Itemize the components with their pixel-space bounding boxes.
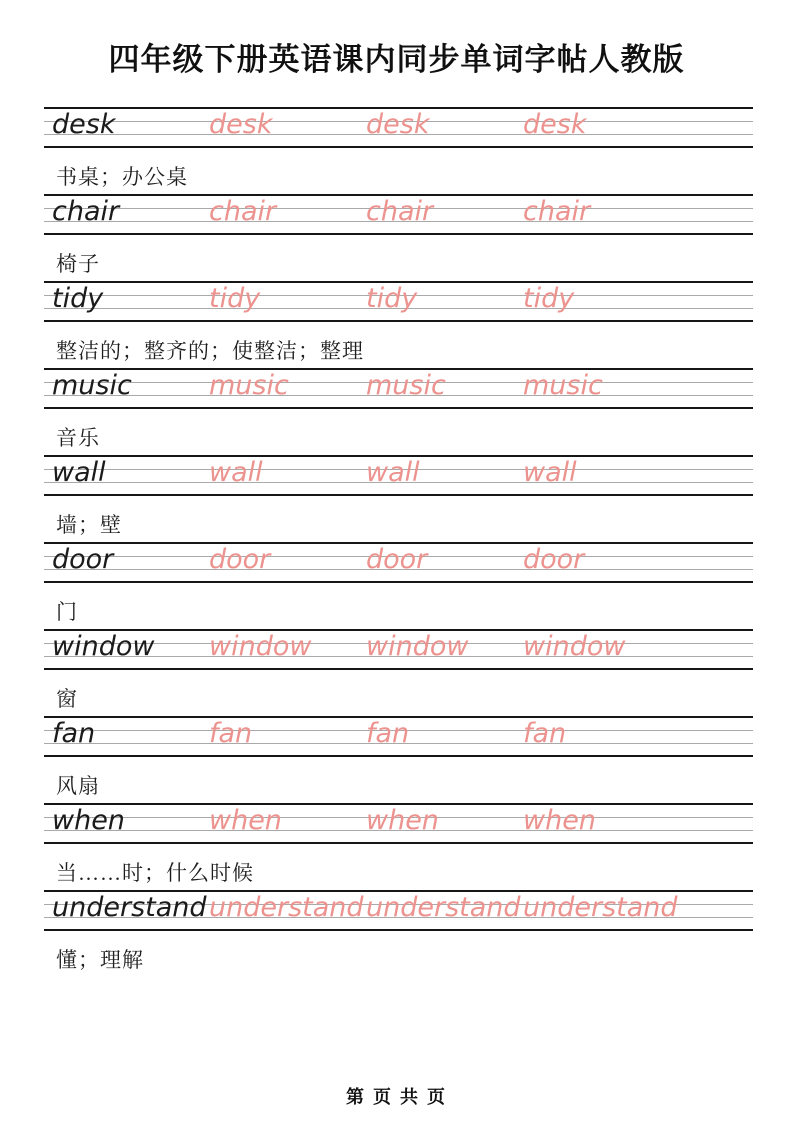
writing-guide-row [44, 368, 753, 409]
trace-word: wall [523, 457, 577, 488]
trace-word: door [209, 544, 271, 575]
trace-word: door [523, 544, 585, 575]
english-word: tidy [52, 283, 104, 314]
trace-word: desk [366, 109, 430, 140]
writing-guide-row [44, 542, 753, 583]
writing-guide-row [44, 803, 753, 844]
trace-word: chair [366, 196, 434, 227]
word-block [44, 629, 753, 716]
writing-guide-row [44, 281, 753, 322]
word-block [44, 368, 753, 455]
trace-word: chair [209, 196, 277, 227]
trace-word: chair [523, 196, 591, 227]
english-word: window [52, 631, 155, 662]
page-footer: 第 页 共 页 [345, 1087, 447, 1107]
trace-word: wall [209, 457, 263, 488]
word-meaning: 门 [56, 600, 78, 624]
writing-guide-row [44, 455, 753, 496]
trace-word: when [366, 805, 439, 836]
word-meaning: 窗 [56, 687, 78, 711]
word-meaning: 墙；壁 [56, 513, 122, 537]
word-list [44, 107, 753, 977]
trace-word: music [366, 370, 446, 401]
word-block [44, 281, 753, 368]
word-meaning: 风扇 [56, 774, 100, 798]
english-word: when [52, 805, 125, 836]
trace-word: understand [209, 892, 364, 923]
word-meaning: 书桌；办公桌 [56, 165, 188, 189]
word-meaning: 椅子 [56, 252, 100, 276]
word-block [44, 803, 753, 890]
trace-word: when [209, 805, 282, 836]
writing-guide-row [44, 716, 753, 757]
word-meaning: 当……时；什么时候 [56, 861, 254, 885]
trace-word: desk [523, 109, 587, 140]
writing-guide-row [44, 107, 753, 148]
english-word: desk [52, 109, 116, 140]
english-word: chair [52, 196, 120, 227]
trace-word: tidy [366, 283, 418, 314]
writing-guide-row [44, 890, 753, 931]
trace-word: window [523, 631, 626, 662]
writing-guide-row [44, 194, 753, 235]
trace-word: door [366, 544, 428, 575]
word-block [44, 455, 753, 542]
page-title: 四年级下册英语课内同步单词字帖人教版 [108, 42, 685, 77]
trace-word: window [366, 631, 469, 662]
trace-word: music [523, 370, 603, 401]
english-word: door [52, 544, 114, 575]
trace-word: fan [209, 718, 253, 749]
word-meaning: 懂；理解 [56, 948, 144, 972]
word-meaning: 音乐 [56, 426, 100, 450]
word-block [44, 107, 753, 194]
trace-word: wall [366, 457, 420, 488]
english-word: understand [52, 892, 207, 923]
trace-word: understand [523, 892, 678, 923]
trace-word: fan [523, 718, 567, 749]
english-word: music [52, 370, 132, 401]
trace-word: understand [366, 892, 521, 923]
word-block [44, 194, 753, 281]
trace-word: tidy [523, 283, 575, 314]
trace-word: music [209, 370, 289, 401]
word-block [44, 716, 753, 803]
trace-word: desk [209, 109, 273, 140]
english-word: fan [52, 718, 96, 749]
trace-word: window [209, 631, 312, 662]
word-block [44, 890, 753, 977]
trace-word: when [523, 805, 596, 836]
trace-word: fan [366, 718, 410, 749]
word-meaning: 整洁的；整齐的；使整洁；整理 [56, 339, 364, 363]
english-word: wall [52, 457, 106, 488]
trace-word: tidy [209, 283, 261, 314]
writing-guide-row [44, 629, 753, 670]
word-block [44, 542, 753, 629]
